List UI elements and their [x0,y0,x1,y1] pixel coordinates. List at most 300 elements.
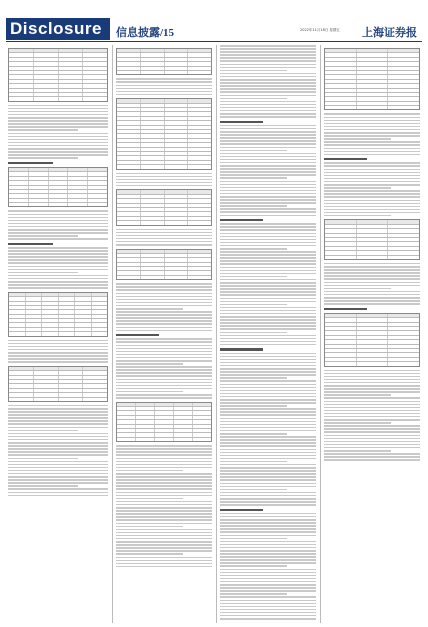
text-line [220,267,316,269]
text-line [220,137,316,139]
text-line [116,323,212,325]
text-line [116,504,212,506]
text-line [116,382,212,384]
text-line [116,289,212,291]
table-cell [49,172,69,175]
table-cell [388,349,419,352]
table-cell [325,362,357,365]
text-line [220,501,316,503]
text-line [8,349,108,351]
text-line [220,51,316,53]
table-cell [193,438,211,441]
table-cell [188,165,211,168]
table-cell [59,97,84,100]
table-cell [357,358,389,361]
table-cell [188,130,211,133]
table-cell [188,221,211,224]
text-line [220,322,316,324]
table-cell [59,80,84,83]
table-cell [29,203,49,206]
table-cell [68,181,88,184]
table-cell [188,276,211,279]
table-cell [188,99,211,102]
text-line [324,297,420,299]
table-cell [9,310,26,313]
table-cell [117,199,141,202]
text-line [116,385,212,387]
text-line [324,428,420,430]
table-cell [83,393,107,396]
table-cell [83,97,107,100]
table-cell [141,250,165,253]
table-cell [9,328,26,331]
text-line [116,94,212,96]
text-line [8,129,78,131]
text-line [8,420,108,422]
table-cell [357,106,389,109]
table-cell [357,67,389,70]
table-cell [155,403,174,406]
table-cell [92,302,108,305]
text-line [220,569,316,571]
table-cell [42,302,59,305]
table-cell [357,93,389,96]
text-line [116,550,212,552]
table-cell [59,293,76,296]
table-cell [141,143,165,146]
table-cell [117,71,141,74]
text-line [220,402,316,404]
text-line [324,456,420,458]
text-line [220,393,316,395]
text-line [220,116,316,118]
table-cell [357,336,389,339]
text-line [220,239,316,241]
text-line [324,148,420,150]
table-cell [165,148,189,151]
table-cell [188,134,211,137]
table-cell [75,323,92,326]
text-line [324,300,420,302]
table-cell [188,152,211,155]
table-cell [388,84,419,87]
text-line [116,330,212,332]
text-line [324,144,420,146]
table-cell [9,389,34,392]
table-cell [193,403,211,406]
issue-date: 2022年11月18日 星期五 [300,28,340,32]
text-line [220,270,316,272]
table-cell [188,117,211,120]
table-cell [325,75,357,78]
text-line [220,181,316,183]
table-cell [88,172,107,175]
text-line [324,282,420,284]
table-cell [188,62,211,65]
table-cell [9,199,29,202]
table-cell [141,190,165,193]
text-line [220,196,316,198]
table-cell [325,256,357,259]
text-line [220,245,316,247]
text-line [324,278,420,280]
text-line [116,241,212,243]
text-line [8,488,108,490]
table-cell [83,49,107,52]
table-cell [34,49,59,52]
text-line [116,363,183,365]
text-line [116,78,212,80]
table-cell [117,148,141,151]
table-cell [117,139,141,142]
table-cell [34,62,59,65]
text-line [324,172,420,174]
table-cell [29,177,49,180]
text-line [8,284,108,286]
text-line [116,454,212,456]
table-cell [34,97,59,100]
table-cell [141,148,165,151]
table-cell [388,314,419,317]
text-line [324,126,420,128]
table-cell [9,376,34,379]
table-cell [155,420,174,423]
text-line [8,433,108,435]
table-cell [357,318,389,321]
text-line [220,519,316,521]
table-cell [117,276,141,279]
table-cell [42,293,59,296]
table-cell [117,121,141,124]
table-cell [83,75,107,78]
table-cell [59,58,84,61]
text-line [8,430,78,432]
table-cell [34,376,59,379]
table-cell [83,367,107,370]
table-cell [325,89,357,92]
table-cell [388,75,419,78]
text-line [220,547,316,549]
table-cell [75,315,92,318]
text-line [220,211,316,213]
text-line [8,492,108,494]
text-line [324,419,420,421]
text-line [324,444,420,446]
table-cell [117,217,141,220]
text-line [324,425,420,427]
table-cell [141,108,165,111]
table-cell [165,126,189,129]
text-line [116,526,183,528]
table-cell [9,186,29,189]
text-line [116,238,212,240]
text-line [324,184,420,186]
table-cell [117,267,141,270]
text-line [8,108,108,110]
table-cell [75,328,92,331]
table-cell [141,152,165,155]
table-cell [165,49,189,52]
column-divider [320,45,321,623]
table-cell [117,416,136,419]
paragraph-heading [220,509,263,511]
table-cell [9,93,34,96]
table-cell [165,130,189,133]
table-cell [117,156,141,159]
text-line [324,373,420,375]
table-cell [117,67,141,70]
table-cell [9,168,29,171]
text-line [8,238,108,240]
table-cell [141,99,165,102]
table-cell [9,75,34,78]
table-cell [165,195,189,198]
text-line [220,79,316,81]
table-cell [49,181,69,184]
text-line [220,316,316,318]
text-line [324,388,420,390]
table-cell [165,212,189,215]
text-line [116,375,212,377]
table-cell [75,293,92,296]
table-cell [165,53,189,56]
text-line [8,464,108,466]
table-cell [88,181,107,184]
table-cell [325,93,357,96]
table-cell [165,99,189,102]
text-line [220,257,316,259]
table-cell [188,143,211,146]
text-line [220,368,316,370]
text-line [220,390,316,392]
table-cell [117,49,141,52]
text-line [220,473,316,475]
text-line [324,193,420,195]
table-cell [83,80,107,83]
table-cell [388,67,419,70]
text-line [324,438,420,440]
text-line [8,346,108,348]
text-line [220,226,316,228]
table-cell [388,102,419,105]
table-cell [357,234,389,237]
text-line [116,293,212,295]
text-line [324,206,420,208]
table-cell [9,53,34,56]
text-line [220,365,316,367]
text-line [116,458,212,460]
table-cell [357,53,389,56]
text-line [220,67,316,69]
text-line [220,199,316,201]
table-cell [92,315,108,318]
text-line [116,388,212,390]
text-line [116,476,212,478]
text-line [116,185,212,187]
table-cell [42,297,59,300]
table-cell [9,380,34,383]
text-line [8,269,108,271]
table-cell [59,323,76,326]
text-line [220,424,316,426]
text-line [324,441,420,443]
text-line [220,344,316,346]
text-line [8,111,108,113]
text-line [324,154,420,156]
table-cell [325,345,357,348]
table-cell [193,420,211,423]
text-line [8,358,108,360]
text-line [324,212,420,214]
table-cell [357,353,389,356]
text-column-1 [8,45,108,498]
table-cell [188,267,211,270]
table-cell [59,49,84,52]
table-cell [117,438,136,441]
table-cell [165,250,189,253]
table-cell [9,172,29,175]
text-line [220,559,316,561]
table-cell [117,104,141,107]
text-line [220,233,316,235]
text-line [116,360,212,362]
table-cell [34,71,59,74]
text-line [324,391,420,393]
text-line [8,458,78,460]
text-line [8,405,108,407]
table-cell [83,67,107,70]
text-line [220,70,287,72]
text-line [220,399,316,401]
text-line [220,442,316,444]
table-row [117,165,211,168]
table-cell [188,121,211,124]
text-line [116,299,212,301]
table-cell [9,203,29,206]
table-cell [165,108,189,111]
table-cell [83,53,107,56]
table-cell [174,403,193,406]
table-cell [9,177,29,180]
table-cell [165,263,189,266]
text-line [220,445,316,447]
table-cell [357,220,389,223]
text-line [220,544,316,546]
text-line [220,60,316,62]
text-line [116,473,212,475]
text-line [324,269,420,271]
table-cell [325,58,357,61]
table-cell [59,328,76,331]
text-line [8,232,108,234]
text-line [324,397,420,399]
table-cell [9,293,26,296]
table-cell [26,319,43,322]
text-line [8,275,108,277]
text-line [220,248,287,250]
text-line [220,319,316,321]
text-line [220,380,316,382]
text-line [324,123,420,125]
table-cell [49,168,69,171]
text-line [324,120,420,122]
table-cell [325,331,357,334]
table-cell [388,318,419,321]
text-line [220,479,316,481]
table-cell [388,58,419,61]
text-line [8,126,108,128]
table-cell [83,62,107,65]
table-cell [9,58,34,61]
section-title: 信息披露/15 [116,27,175,39]
table-cell [59,53,84,56]
table-cell [117,221,141,224]
table-cell [141,67,165,70]
text-column-3 [220,45,316,621]
text-line [116,91,212,93]
text-line [116,369,212,371]
text-line [220,325,316,327]
text-line [8,210,108,212]
table-cell [59,310,76,313]
text-line [220,107,316,109]
table-cell [117,407,136,410]
text-line [8,411,108,413]
table-cell [357,58,389,61]
text-line [324,162,420,164]
text-line [220,88,316,90]
table-cell [9,323,26,326]
table-cell [9,67,34,70]
table-cell [34,84,59,87]
text-line [220,387,316,389]
table-cell [325,327,357,330]
table-cell [141,221,165,224]
text-line [116,379,212,381]
text-line [116,372,212,374]
table-cell [141,134,165,137]
text-line [220,356,316,358]
table-cell [34,367,59,370]
table-cell [165,258,189,261]
text-line [220,603,316,605]
text-line [220,492,316,494]
table-cell [388,229,419,232]
table-cell [83,89,107,92]
table-cell [88,194,107,197]
table-cell [42,332,59,335]
text-line [220,377,287,379]
table-cell [141,130,165,133]
table-cell [141,139,165,142]
table-cell [34,80,59,83]
table-cell [9,62,34,65]
table-cell [388,353,419,356]
text-line [324,370,420,372]
text-line [220,362,316,364]
table-cell [59,367,84,370]
text-line [324,450,391,452]
text-line [324,151,420,153]
table-cell [42,315,59,318]
text-line [116,320,212,322]
text-line [220,489,287,491]
text-line [116,547,212,549]
text-line [324,379,420,381]
table-cell [388,93,419,96]
table-cell [117,99,141,102]
table-cell [357,71,389,74]
